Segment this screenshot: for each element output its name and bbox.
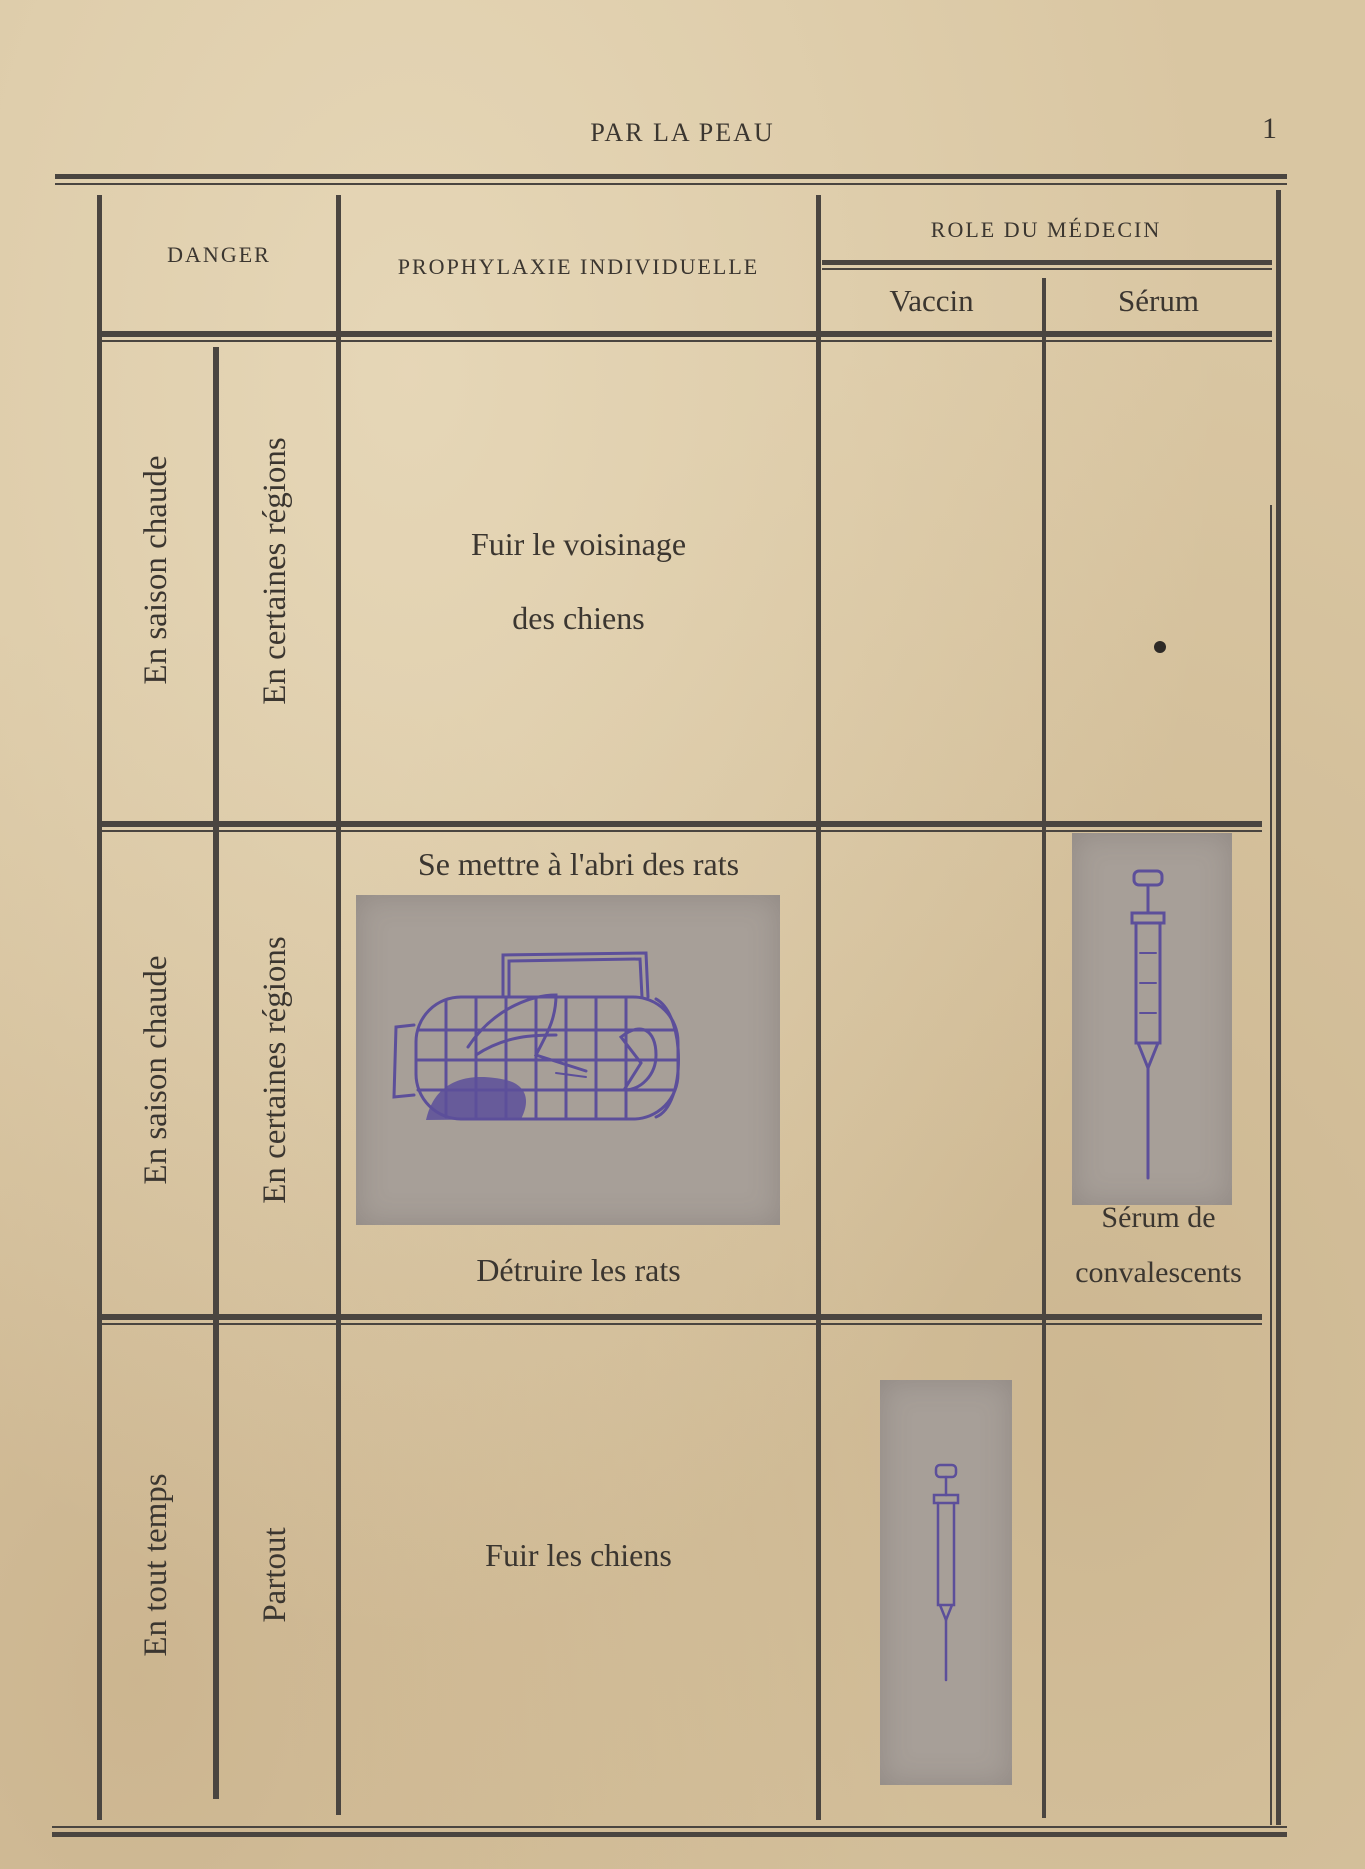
header-serum: Sérum <box>1118 283 1199 318</box>
syringe-photo <box>1072 833 1232 1205</box>
ink-spot <box>1154 641 1166 653</box>
header-vaccin: Vaccin <box>889 283 974 318</box>
prophylaxie-line-1: Fuir le voisinage <box>470 526 687 562</box>
header-danger: DANGER <box>167 242 271 267</box>
row-saison-label: En saison chaude <box>138 955 174 1185</box>
row-lieu-label: En certaines régions <box>257 936 293 1204</box>
rat-trap-icon <box>356 895 780 1225</box>
prophylaxie-top: Se mettre à l'abri des rats <box>417 846 740 882</box>
row-saison-label: En saison chaude <box>138 455 174 685</box>
syringe-icon <box>880 1380 1012 1785</box>
header-prophylaxie: PROPHYLAXIE INDIVIDUELLE <box>397 254 760 279</box>
syringe-photo <box>880 1380 1012 1785</box>
serum-text-line-2: convalescents <box>1075 1256 1242 1289</box>
prophylaxie-text: Fuir les chiens <box>485 1537 672 1573</box>
header-role-du-medecin: ROLE DU MÉDECIN <box>930 217 1162 242</box>
row-saison-label: En tout temps <box>138 1473 174 1657</box>
row-lieu-label: En certaines régions <box>257 437 293 705</box>
syringe-icon <box>1072 833 1232 1205</box>
page-number: 1 <box>1262 112 1277 145</box>
serum-text-line-1: Sérum de <box>1101 1201 1216 1234</box>
rat-trap-photo <box>356 895 780 1225</box>
prophylaxie-line-2: des chiens <box>512 600 645 636</box>
row-lieu-label: Partout <box>257 1527 293 1623</box>
running-head: PAR LA PEAU <box>590 118 775 147</box>
prophylaxie-bottom: Détruire les rats <box>476 1252 681 1288</box>
